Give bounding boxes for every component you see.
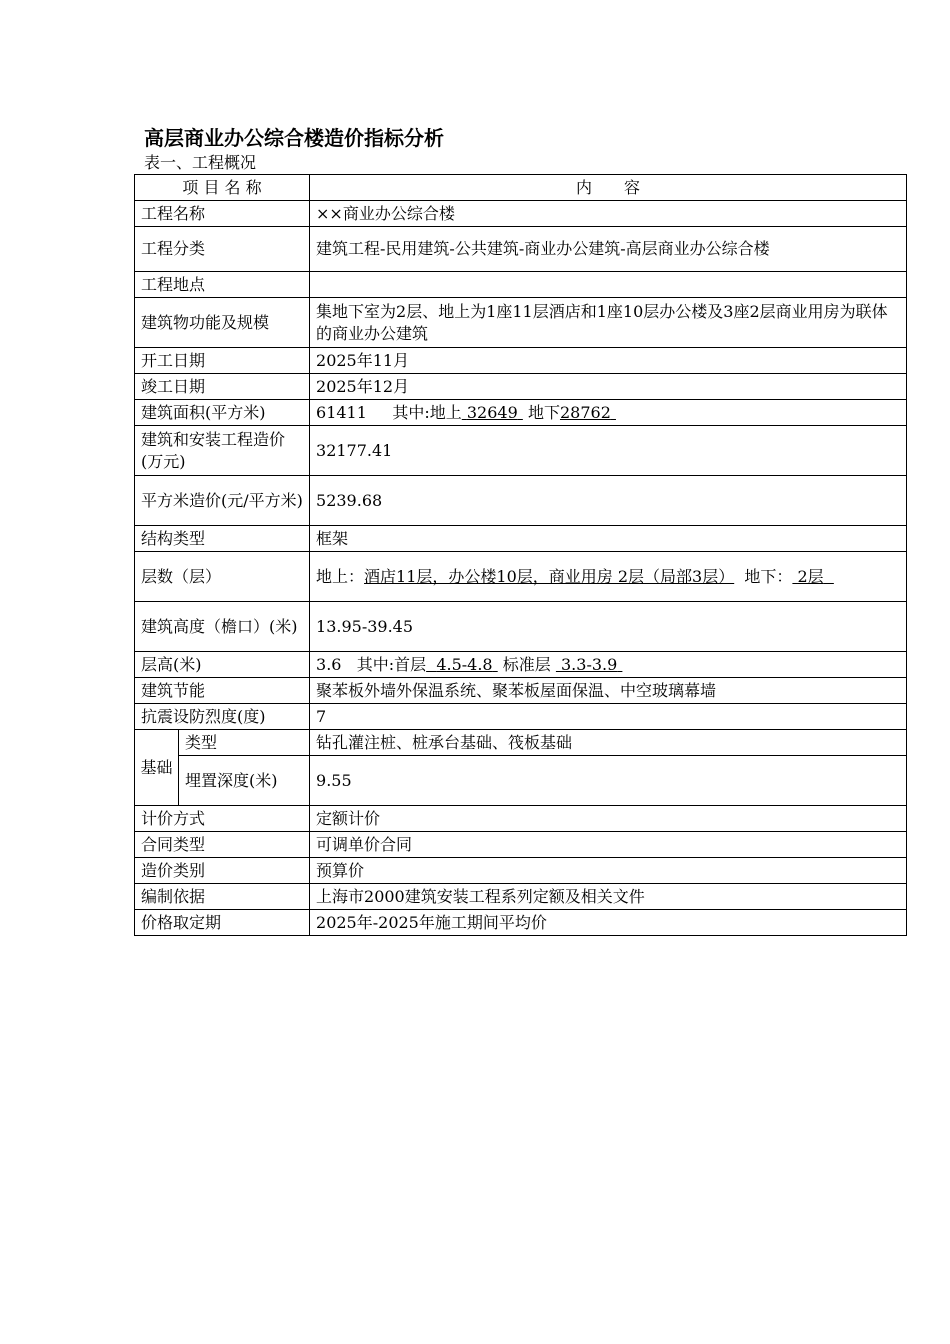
floors-below-value: 2层 [797,566,824,586]
table-row [135,201,907,227]
first-floor-label: 其中:首层 [356,654,427,674]
header-content: 内 容 [310,175,907,201]
table-row [135,272,907,298]
row-label: 平方米造价(元/平方米) [135,476,310,526]
row-label: 编制依据 [135,884,310,910]
row-label: 工程分类 [135,227,310,272]
document-title: 高层商业办公综合楼造价指标分析 [144,126,444,150]
row-value: 2025年11月 [310,348,907,374]
row-label: 层数（层） [135,552,310,602]
standard-floor-value: 3.3-3.9 [561,654,618,674]
floors-below-label: 地下： [744,566,793,586]
area-total: 61411 [316,402,367,422]
row-label: 建筑物功能及规模 [135,298,310,348]
row-value: 可调单价合同 [310,832,907,858]
table-row [135,298,907,348]
row-label: 建筑和安装工程造价(万元) [135,426,310,476]
table-row [135,426,907,476]
table-row [135,400,907,426]
row-value: 聚苯板外墙外保温系统、聚苯板屋面保温、中空玻璃幕墙 [310,678,907,704]
row-value: 集地下室为2层、地上为1座11层酒店和1座10层办公楼及3座2层商业用房为联体的商业办公建筑 [310,298,907,348]
row-value [310,552,907,602]
table-row [135,884,907,910]
row-label: 埋置深度(米) [179,756,310,806]
floors-above-value: 酒店11层，办公楼10层，商业用房 2层（局部3层） [364,566,735,586]
row-label: 开工日期 [135,348,310,374]
standard-floor-label: 标准层 [502,654,551,674]
row-label: 合同类型 [135,832,310,858]
table-row [135,348,907,374]
row-label: 结构类型 [135,526,310,552]
header-item-name: 项 目 名 称 [135,175,310,201]
table-caption: 表一、工程概况 [144,153,257,172]
floors-above-label: 地上： [316,566,365,586]
area-below-label: 地下 [527,402,560,422]
table-row [135,678,907,704]
row-value [310,400,907,426]
area-below-value: 28762 [559,402,611,422]
table-row [135,832,907,858]
row-value: 框架 [310,526,907,552]
row-value: 7 [310,704,907,730]
area-above-label: 其中:地上 [392,402,462,422]
table-row [135,858,907,884]
row-value: 上海市2000建筑安装工程系列定额及相关文件 [310,884,907,910]
row-value: 定额计价 [310,806,907,832]
row-value: 建筑工程-民用建筑-公共建筑-商业办公建筑-高层商业办公综合楼 [310,227,907,272]
row-value: 9.55 [310,756,907,806]
row-label: 建筑面积(平方米) [135,400,310,426]
row-label: 工程名称 [135,201,310,227]
table-header-row [135,175,907,201]
row-value [310,272,907,298]
row-value: 5239.68 [310,476,907,526]
row-label: 建筑高度（檐口）(米) [135,602,310,652]
row-value [310,652,907,678]
floor-height-value: 3.6 [316,654,342,674]
row-value: 2025年-2025年施工期间平均价 [310,910,907,936]
foundation-label: 基础 [135,730,179,806]
row-label: 价格取定期 [135,910,310,936]
row-value: 预算价 [310,858,907,884]
table-row [135,476,907,526]
row-value: 钻孔灌注桩、桩承台基础、筏板基础 [310,730,907,756]
row-label: 类型 [179,730,310,756]
table-row [135,806,907,832]
row-label: 计价方式 [135,806,310,832]
project-overview-table [134,174,907,936]
table-row [135,552,907,602]
row-label: 竣工日期 [135,374,310,400]
row-label: 工程地点 [135,272,310,298]
row-value: 2025年12月 [310,374,907,400]
row-label: 层高(米) [135,652,310,678]
table-row [135,730,907,756]
table-row [135,374,907,400]
table-row [135,526,907,552]
table-row [135,910,907,936]
row-value: ××商业办公综合楼 [310,201,907,227]
area-above-value: 32649 [466,402,518,422]
table-row [135,227,907,272]
table-row [135,652,907,678]
row-value: 32177.41 [310,426,907,476]
table-row [135,704,907,730]
row-label: 抗震设防烈度(度) [135,704,310,730]
row-label: 建筑节能 [135,678,310,704]
row-value: 13.95-39.45 [310,602,907,652]
first-floor-value: 4.5-4.8 [436,654,493,674]
table-row [135,602,907,652]
row-label: 造价类别 [135,858,310,884]
table-row [135,756,907,806]
